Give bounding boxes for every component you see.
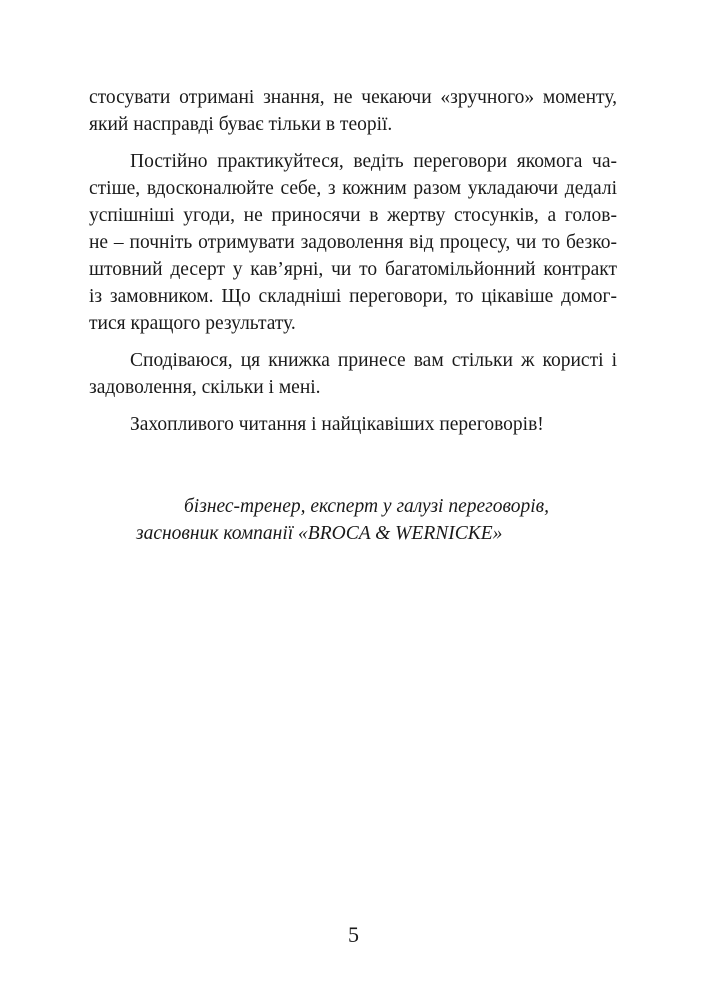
text-line: Сподіваюся, ця книжка принесе вам стільки ж користі і [130,350,617,371]
paragraph-2 [89,148,617,337]
text-line: Захопливого читання і найцікавіших переговорів! [130,414,544,435]
author-signature [136,493,596,547]
paragraph-1 [89,84,617,138]
signature-company: засновник компанії «BROCA & WERNICKE» [136,523,503,544]
text-line: штовний десерт у кав’ярні, чи то багатомільйонний контракт [89,259,617,280]
text-line: із замовником. Що складніші переговори, то цікавіше домог- [89,286,617,307]
text-line: який насправді буває тільки в теорії. [89,114,393,135]
text-line: Постійно практикуйтеся, ведіть переговори якомога ча- [130,151,617,172]
text-line: стіше, вдосконалюйте себе, з кожним разом укладаючи дедалі [89,178,617,199]
signature-title: бізнес-тренер, експерт у галузі переговорів, [184,496,549,517]
paragraph-3 [89,347,617,401]
paragraph-4 [89,411,617,438]
text-line: успішніші угоди, не приносячи в жертву стосунків, а голов- [89,205,617,226]
page-number: 5 [348,922,359,947]
text-line: тися кращого результату. [89,313,296,334]
text-line: стосувати отримані знання, не чекаючи «зручного» моменту, [89,87,617,108]
body-text [89,84,617,448]
text-line: задоволення, скільки і мені. [89,377,321,398]
text-line: не – почніть отримувати задоволення від процесу, чи то безко- [89,232,617,253]
